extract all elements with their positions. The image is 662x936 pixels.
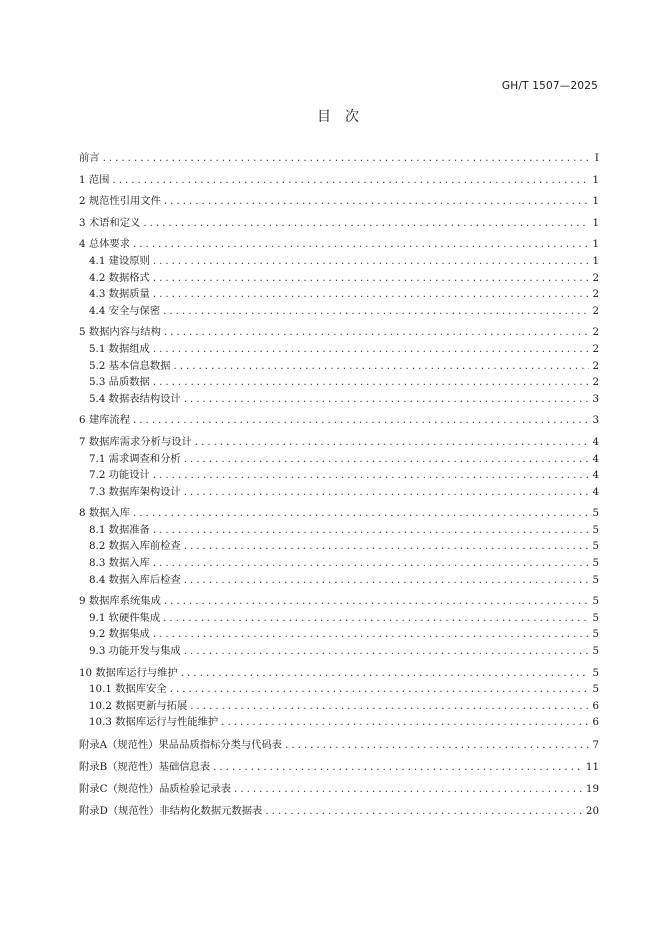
toc-leader-dots xyxy=(184,484,590,501)
toc-entry[interactable] xyxy=(79,236,599,253)
toc-leader-dots xyxy=(133,412,589,429)
toc-entry[interactable] xyxy=(79,434,599,451)
toc-subentry[interactable] xyxy=(79,681,599,698)
table-of-contents xyxy=(79,150,599,819)
toc-subentry[interactable] xyxy=(79,698,599,715)
toc-leader-dots xyxy=(133,505,589,522)
toc-leader-dots xyxy=(265,803,583,820)
toc-leader-dots xyxy=(153,522,590,539)
toc-entry[interactable] xyxy=(79,759,599,776)
toc-leader-dots xyxy=(184,451,590,468)
toc-entry-page: 2 xyxy=(592,271,599,284)
toc-subentry[interactable] xyxy=(79,341,599,358)
toc-entry-label: 10 数据库运行与维护 xyxy=(79,666,178,679)
toc-leader-dots xyxy=(285,737,589,754)
toc-leader-dots xyxy=(164,193,590,210)
toc-entry[interactable] xyxy=(79,593,599,610)
toc-entry-label: 8.2 数据入库前检查 xyxy=(89,540,181,553)
toc-entry-label: 附录B（规范性）基础信息表 xyxy=(79,760,211,773)
toc-leader-dots xyxy=(195,434,590,451)
toc-leader-dots xyxy=(164,324,590,341)
toc-entry[interactable] xyxy=(79,505,599,522)
toc-subentry[interactable] xyxy=(79,538,599,555)
toc-entry-label: 7.3 数据库架构设计 xyxy=(89,485,181,498)
toc-leader-dots xyxy=(153,555,590,572)
toc-entry-label: 7.2 功能设计 xyxy=(89,469,150,482)
toc-entry-page: 5 xyxy=(592,645,599,658)
toc-entry-page: 5 xyxy=(592,611,599,624)
toc-entry-label: 2 规范性引用文件 xyxy=(79,195,161,208)
toc-entry[interactable] xyxy=(79,215,599,232)
toc-entry-page: 1 xyxy=(592,173,599,186)
toc-entry-label: 7.1 需求调查和分析 xyxy=(89,452,181,465)
toc-subentry[interactable] xyxy=(79,391,599,408)
toc-entry-page: 5 xyxy=(592,573,599,586)
toc-entry-page: 1 xyxy=(592,216,599,229)
toc-leader-dots xyxy=(184,538,590,555)
toc-subentry[interactable] xyxy=(79,374,599,391)
toc-entry-page: 2 xyxy=(592,326,599,339)
toc-entry-page: 1 xyxy=(592,238,599,251)
toc-leader-dots xyxy=(221,714,589,731)
toc-entry-page: 1 xyxy=(592,254,599,267)
toc-entry-label: 9.2 数据集成 xyxy=(89,628,150,641)
toc-entry-label: 4 总体要求 xyxy=(79,238,131,251)
toc-entry[interactable] xyxy=(79,324,599,341)
toc-entry-label: 8.1 数据准备 xyxy=(89,523,150,536)
toc-entry-label: 附录A（规范性）果品品质指标分类与代码表 xyxy=(79,738,283,751)
toc-entry-page: 11 xyxy=(585,760,599,773)
toc-leader-dots xyxy=(184,643,590,660)
toc-entry-label: 7 数据库需求分析与设计 xyxy=(79,435,192,448)
toc-entry-page: 4 xyxy=(592,469,599,482)
toc-entry-label: 5 数据内容与结构 xyxy=(79,326,161,339)
toc-entry[interactable] xyxy=(79,412,599,429)
toc-entry-page: 4 xyxy=(592,435,599,448)
toc-entry-label: 8.3 数据入库 xyxy=(89,557,150,570)
toc-entry-label: 3 术语和定义 xyxy=(79,216,141,229)
toc-leader-dots xyxy=(153,253,590,270)
toc-entry[interactable] xyxy=(79,193,599,210)
toc-entry[interactable] xyxy=(79,150,599,167)
toc-leader-dots xyxy=(163,303,589,320)
toc-subentry[interactable] xyxy=(79,253,599,270)
toc-entry-page: 2 xyxy=(592,288,599,301)
toc-entry-label: 4.4 安全与保密 xyxy=(89,304,161,317)
toc-entry-label: 9.3 功能开发与集成 xyxy=(89,645,181,658)
toc-entry-label: 10.1 数据库安全 xyxy=(89,683,167,696)
toc-entry-label: 前言 xyxy=(79,152,100,164)
toc-subentry[interactable] xyxy=(79,610,599,627)
toc-leader-dots xyxy=(213,759,583,776)
toc-subentry[interactable] xyxy=(79,451,599,468)
toc-leader-dots xyxy=(173,358,589,375)
toc-subentry[interactable] xyxy=(79,467,599,484)
toc-leader-dots xyxy=(164,593,590,610)
toc-entry[interactable] xyxy=(79,172,599,189)
toc-leader-dots xyxy=(103,150,590,167)
toc-leader-dots xyxy=(153,286,590,303)
toc-leader-dots xyxy=(184,572,590,589)
toc-subentry[interactable] xyxy=(79,555,599,572)
toc-entry-page: 5 xyxy=(592,540,599,553)
toc-subentry[interactable] xyxy=(79,626,599,643)
toc-entry-page: 3 xyxy=(592,414,599,427)
toc-entry-page: 4 xyxy=(592,452,599,465)
toc-subentry[interactable] xyxy=(79,358,599,375)
toc-entry-page: 5 xyxy=(592,595,599,608)
toc-subentry[interactable] xyxy=(79,643,599,660)
toc-leader-dots xyxy=(184,391,590,408)
toc-entry-page: 2 xyxy=(592,376,599,389)
toc-entry-label: 8 数据入库 xyxy=(79,507,131,520)
toc-leader-dots xyxy=(163,610,589,627)
toc-entry-page: 7 xyxy=(592,738,599,751)
toc-leader-dots xyxy=(234,781,583,798)
toc-entry[interactable] xyxy=(79,665,599,682)
toc-leader-dots xyxy=(153,374,590,391)
toc-entry-page: 20 xyxy=(585,804,599,817)
toc-entry-page: 5 xyxy=(592,666,599,679)
toc-entry[interactable] xyxy=(79,781,599,798)
toc-leader-dots xyxy=(133,236,589,253)
toc-entry-page: 6 xyxy=(592,699,599,712)
toc-leader-dots xyxy=(143,215,589,232)
toc-entry-label: 4.1 建设原则 xyxy=(89,254,150,267)
toc-entry-page: 3 xyxy=(592,392,599,405)
toc-entry-page: 2 xyxy=(592,359,599,372)
toc-entry-label: 4.3 数据质量 xyxy=(89,288,150,301)
toc-entry-label: 5.1 数据组成 xyxy=(89,342,150,355)
toc-entry-label: 4.2 数据格式 xyxy=(89,271,150,284)
toc-entry-page: 19 xyxy=(585,782,599,795)
toc-leader-dots xyxy=(153,467,590,484)
toc-entry-label: 6 建库流程 xyxy=(79,414,131,427)
toc-entry-label: 5.3 品质数据 xyxy=(89,376,150,389)
toc-entry-label: 附录C（规范性）品质检验记录表 xyxy=(79,782,232,795)
toc-entry-label: 9 数据库系统集成 xyxy=(79,595,161,608)
toc-entry-label: 5.2 基本信息数据 xyxy=(89,359,171,372)
toc-subentry[interactable] xyxy=(79,484,599,501)
toc-leader-dots xyxy=(112,172,589,189)
toc-leader-dots xyxy=(181,665,590,682)
toc-subentry[interactable] xyxy=(79,303,599,320)
toc-entry-label: 10.2 数据更新与拓展 xyxy=(89,699,188,712)
toc-entry[interactable] xyxy=(79,737,599,754)
toc-title: 目次 xyxy=(317,109,373,125)
toc-subentry[interactable] xyxy=(79,522,599,539)
toc-entry-page: 5 xyxy=(592,523,599,536)
toc-entry-label: 10.3 数据库运行与性能维护 xyxy=(89,716,219,729)
toc-subentry[interactable] xyxy=(79,572,599,589)
toc-entry-page: 2 xyxy=(592,342,599,355)
toc-entry-page: I xyxy=(594,152,599,164)
toc-entry-label: 5.4 数据表结构设计 xyxy=(89,392,181,405)
toc-entry-page: 4 xyxy=(592,485,599,498)
toc-entry-page: 5 xyxy=(592,628,599,641)
toc-leader-dots xyxy=(153,626,590,643)
toc-leader-dots xyxy=(190,698,589,715)
toc-entry[interactable] xyxy=(79,803,599,820)
toc-entry-page: 2 xyxy=(592,304,599,317)
toc-subentry[interactable] xyxy=(79,270,599,287)
toc-entry-label: 附录D（规范性）非结构化数据元数据表 xyxy=(79,804,263,817)
toc-subentry[interactable] xyxy=(79,714,599,731)
toc-entry-label: 1 范围 xyxy=(79,173,110,186)
toc-leader-dots xyxy=(153,341,590,358)
toc-entry-label: 9.1 软硬件集成 xyxy=(89,611,161,624)
toc-entry-page: 1 xyxy=(592,195,599,208)
toc-entry-label: 8.4 数据入库后检查 xyxy=(89,573,181,586)
toc-entry-page: 5 xyxy=(592,683,599,696)
toc-leader-dots xyxy=(170,681,590,698)
toc-subentry[interactable] xyxy=(79,286,599,303)
toc-entry-page: 5 xyxy=(592,507,599,520)
document-code: GH/T 1507—2025 xyxy=(501,80,598,92)
toc-entry-page: 6 xyxy=(592,716,599,729)
toc-leader-dots xyxy=(153,270,590,287)
toc-entry-page: 5 xyxy=(592,557,599,570)
